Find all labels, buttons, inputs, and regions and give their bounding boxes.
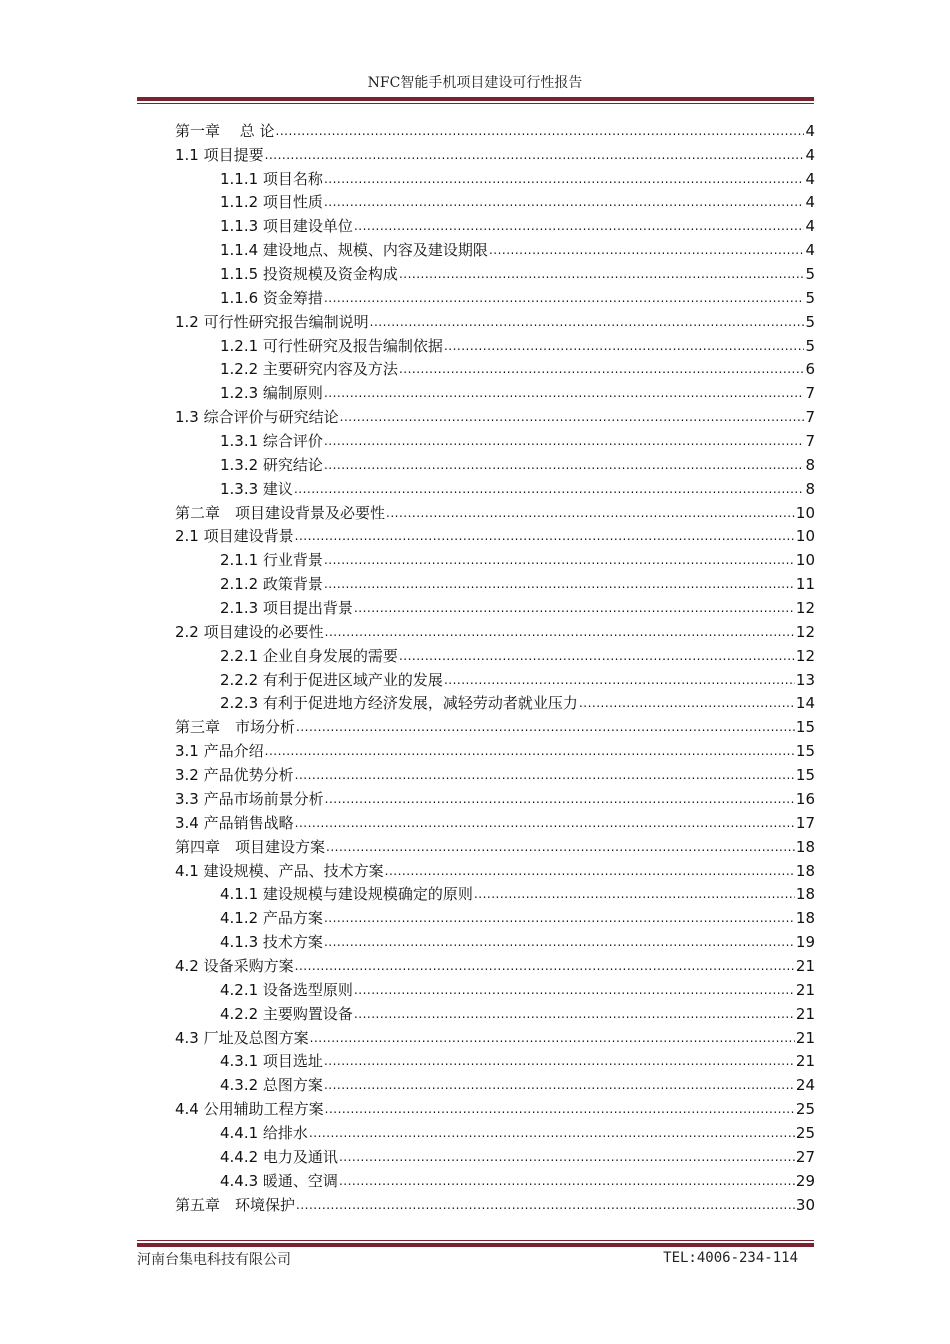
toc-entry-label: 4.2 设备采购方案	[175, 956, 294, 975]
toc-entry-page: 21	[795, 1052, 815, 1071]
toc-entry-label: 3.3 产品市场前景分析	[175, 789, 324, 808]
toc-entry-page: 12	[795, 622, 815, 641]
header-rule-thin	[137, 103, 814, 104]
toc-entry-label: 4.4.1 给排水	[220, 1123, 308, 1142]
toc-entry[interactable]	[175, 690, 815, 714]
toc-leader-dots	[324, 908, 795, 928]
toc-entry-label: 4.4.3 暖通、空调	[220, 1171, 338, 1190]
toc-leader-dots	[295, 813, 795, 833]
toc-entry[interactable]	[175, 761, 815, 785]
toc-leader-dots	[354, 216, 805, 236]
toc-entry[interactable]	[175, 379, 815, 403]
toc-entry-page: 8	[805, 479, 815, 498]
toc-entry[interactable]	[175, 260, 815, 284]
toc-leader-dots	[309, 1123, 795, 1143]
toc-entry-label: 3.2 产品优势分析	[175, 766, 294, 785]
toc-entry[interactable]	[175, 546, 815, 570]
page-header-title: NFC智能手机项目建设可行性报告	[367, 75, 583, 91]
toc-entry-page: 19	[795, 933, 815, 952]
toc-leader-dots	[295, 526, 795, 546]
toc-entry-page: 10	[795, 551, 815, 570]
toc-leader-dots	[324, 1051, 795, 1071]
toc-entry-label: 1.1.1 项目名称	[220, 169, 323, 188]
toc-entry-page: 11	[795, 575, 815, 594]
toc-entry-label: 1.3.1 综合评价	[220, 432, 323, 451]
toc-entry-label: 1.2.2 主要研究内容及方法	[220, 360, 398, 379]
toc-entry-label: 4.3.1 项目选址	[220, 1052, 323, 1071]
toc-entry[interactable]	[175, 928, 815, 952]
toc-entry[interactable]	[175, 1071, 815, 1095]
toc-leader-dots	[370, 312, 805, 332]
toc-leader-dots	[579, 693, 795, 713]
toc-entry[interactable]	[175, 117, 815, 141]
toc-entry-label: 2.1.2 政策背景	[220, 575, 323, 594]
toc-entry[interactable]	[175, 451, 815, 475]
toc-leader-dots	[310, 1028, 795, 1048]
toc-entry-page: 21	[795, 1028, 815, 1047]
toc-entry[interactable]	[175, 356, 815, 380]
toc-leader-dots	[294, 479, 805, 499]
toc-entry[interactable]	[175, 1119, 815, 1143]
toc-entry-page: 21	[795, 1004, 815, 1023]
toc-entry[interactable]	[175, 809, 815, 833]
toc-leader-dots	[324, 192, 805, 212]
toc-leader-dots	[324, 1075, 795, 1095]
toc-entry-page: 7	[805, 432, 815, 451]
toc-leader-dots	[325, 622, 795, 642]
toc-entry-page: 18	[795, 861, 815, 880]
toc-entry-page: 5	[805, 336, 815, 355]
header-rule-thick	[137, 97, 814, 101]
toc-entry[interactable]	[175, 523, 815, 547]
toc-entry-page: 5	[805, 288, 815, 307]
toc-entry[interactable]	[175, 570, 815, 594]
toc-leader-dots	[276, 121, 805, 141]
toc-entry[interactable]	[175, 212, 815, 236]
toc-entry-label: 1.1.5 投资规模及资金构成	[220, 265, 398, 284]
toc-entry-label: 第四章 项目建设方案	[175, 837, 326, 856]
toc-entry-page: 14	[795, 694, 815, 713]
toc-leader-dots	[399, 359, 805, 379]
toc-leader-dots	[324, 288, 805, 308]
toc-entry-label: 4.1.3 技术方案	[220, 933, 323, 952]
toc-entry[interactable]	[175, 833, 815, 857]
toc-entry-label: 4.2.2 主要购置设备	[220, 1004, 353, 1023]
toc-leader-dots	[386, 503, 795, 523]
toc-entry-label: 1.3.2 研究结论	[220, 455, 323, 474]
toc-entry-label: 第五章 环境保护	[175, 1195, 296, 1214]
toc-entry-label: 1.2 可行性研究报告编制说明	[175, 312, 369, 331]
toc-entry-label: 第二章 项目建设背景及必要性	[175, 503, 386, 522]
toc-entry-page: 15	[795, 766, 815, 785]
toc-leader-dots	[489, 240, 805, 260]
toc-entry-label: 4.1.1 建设规模与建设规模确定的原则	[220, 885, 473, 904]
toc-entry[interactable]	[175, 1048, 815, 1072]
toc-entry-label: 第一章 总 论	[175, 121, 275, 140]
footer-rule-thin	[137, 1240, 814, 1241]
toc-entry[interactable]	[175, 1191, 815, 1215]
toc-leader-dots	[354, 980, 795, 1000]
toc-entry[interactable]	[175, 189, 815, 213]
toc-entry-label: 3.1 产品介绍	[175, 742, 264, 761]
toc-entry-page: 21	[795, 956, 815, 975]
toc-entry[interactable]	[175, 737, 815, 761]
toc-leader-dots	[324, 574, 795, 594]
toc-leader-dots	[339, 1147, 795, 1167]
toc-entry-label: 4.1 建设规模、产品、技术方案	[175, 861, 384, 880]
toc-leader-dots	[325, 1099, 795, 1119]
toc-leader-dots	[295, 956, 795, 976]
toc-leader-dots	[339, 1171, 795, 1191]
toc-leader-dots	[326, 837, 795, 857]
toc-entry[interactable]	[175, 666, 815, 690]
toc-entry-page: 15	[795, 718, 815, 737]
toc-leader-dots	[444, 670, 795, 690]
toc-entry[interactable]	[175, 904, 815, 928]
toc-entry-label: 2.2 项目建设的必要性	[175, 622, 324, 641]
toc-entry-page: 25	[795, 1123, 815, 1142]
toc-entry[interactable]	[175, 713, 815, 737]
toc-entry-label: 1.2.1 可行性研究及报告编制依据	[220, 336, 443, 355]
toc-entry-label: 2.1.1 行业背景	[220, 551, 323, 570]
toc-entry-page: 30	[795, 1195, 815, 1214]
toc-entry-page: 4	[805, 241, 815, 260]
toc-entry-page: 4	[805, 121, 815, 140]
toc-entry-page: 6	[805, 360, 815, 379]
toc-entry-page: 4	[805, 217, 815, 236]
toc-entry[interactable]	[175, 1095, 815, 1119]
toc-leader-dots	[354, 598, 795, 618]
toc-entry[interactable]	[175, 881, 815, 905]
toc-entry-label: 1.1.4 建设地点、规模、内容及建设期限	[220, 241, 488, 260]
toc-entry-page: 25	[795, 1100, 815, 1119]
toc-entry-label: 1.1.2 项目性质	[220, 193, 323, 212]
toc-entry[interactable]	[175, 1000, 815, 1024]
toc-entry[interactable]	[175, 403, 815, 427]
table-of-contents	[175, 117, 815, 1215]
toc-entry-page: 13	[795, 670, 815, 689]
toc-entry[interactable]	[175, 976, 815, 1000]
toc-entry-label: 1.1.6 资金筹措	[220, 288, 323, 307]
toc-entry-page: 18	[795, 909, 815, 928]
toc-entry-label: 4.4 公用辅助工程方案	[175, 1100, 324, 1119]
toc-leader-dots	[295, 765, 795, 785]
toc-entry-label: 1.2.3 编制原则	[220, 384, 323, 403]
toc-entry-page: 5	[805, 312, 815, 331]
toc-leader-dots	[399, 264, 805, 284]
toc-entry-label: 4.3.2 总图方案	[220, 1076, 323, 1095]
toc-entry-page: 27	[795, 1147, 815, 1166]
toc-entry[interactable]	[175, 952, 815, 976]
toc-leader-dots	[324, 550, 795, 570]
toc-entry[interactable]	[175, 1167, 815, 1191]
toc-entry-page: 4	[805, 193, 815, 212]
footer-company: 河南台集电科技有限公司	[137, 1252, 291, 1268]
toc-entry-page: 15	[795, 742, 815, 761]
toc-entry[interactable]	[175, 165, 815, 189]
toc-entry-page: 12	[795, 599, 815, 618]
toc-entry-page: 5	[805, 265, 815, 284]
toc-entry[interactable]	[175, 236, 815, 260]
toc-entry-label: 2.2.1 企业自身发展的需要	[220, 646, 398, 665]
toc-entry[interactable]	[175, 475, 815, 499]
toc-entry[interactable]	[175, 1143, 815, 1167]
toc-leader-dots	[296, 717, 795, 737]
toc-entry-page: 18	[795, 837, 815, 856]
toc-entry[interactable]	[175, 594, 815, 618]
toc-entry-page: 4	[805, 169, 815, 188]
toc-entry-label: 4.4.2 电力及通讯	[220, 1147, 338, 1166]
toc-entry-page: 18	[795, 885, 815, 904]
toc-entry[interactable]	[175, 332, 815, 356]
toc-entry-label: 2.1 项目建设背景	[175, 527, 294, 546]
toc-entry-label: 第三章 市场分析	[175, 718, 296, 737]
toc-leader-dots	[324, 455, 805, 475]
toc-entry-page: 12	[795, 646, 815, 665]
toc-leader-dots	[324, 169, 805, 189]
toc-entry-page: 24	[795, 1076, 815, 1095]
toc-entry-page: 17	[795, 813, 815, 832]
toc-entry[interactable]	[175, 618, 815, 642]
toc-entry[interactable]	[175, 785, 815, 809]
toc-entry[interactable]	[175, 308, 815, 332]
toc-entry-label: 1.1.3 项目建设单位	[220, 217, 353, 236]
toc-entry-page: 7	[805, 408, 815, 427]
toc-entry[interactable]	[175, 642, 815, 666]
toc-entry-label: 1.3.3 建议	[220, 479, 293, 498]
toc-leader-dots	[385, 861, 795, 881]
toc-leader-dots	[324, 431, 805, 451]
toc-leader-dots	[324, 383, 805, 403]
toc-entry-page: 16	[795, 789, 815, 808]
toc-entry[interactable]	[175, 427, 815, 451]
toc-entry[interactable]	[175, 857, 815, 881]
toc-leader-dots	[324, 932, 795, 952]
toc-entry-label: 1.1 项目提要	[175, 145, 264, 164]
toc-entry[interactable]	[175, 499, 815, 523]
toc-entry[interactable]	[175, 1024, 815, 1048]
toc-leader-dots	[340, 407, 805, 427]
toc-leader-dots	[325, 789, 795, 809]
toc-entry-label: 2.2.2 有利于促进区域产业的发展	[220, 670, 443, 689]
toc-entry-page: 8	[805, 455, 815, 474]
toc-entry-page: 21	[795, 980, 815, 999]
toc-entry-label: 4.1.2 产品方案	[220, 909, 323, 928]
toc-leader-dots	[474, 884, 795, 904]
toc-entry[interactable]	[175, 284, 815, 308]
toc-entry-page: 10	[795, 527, 815, 546]
toc-leader-dots	[354, 1004, 795, 1024]
footer-rule-thick	[137, 1243, 814, 1247]
toc-entry-label: 4.3 厂址及总图方案	[175, 1028, 309, 1047]
footer-tel: TEL:4006-234-114	[663, 1250, 798, 1266]
toc-entry-label: 1.3 综合评价与研究结论	[175, 408, 339, 427]
toc-entry[interactable]	[175, 141, 815, 165]
toc-entry-label: 3.4 产品销售战略	[175, 813, 294, 832]
toc-entry-label: 2.2.3 有利于促进地方经济发展，减轻劳动者就业压力	[220, 694, 578, 713]
toc-leader-dots	[265, 741, 795, 761]
toc-entry-page: 10	[795, 503, 815, 522]
toc-entry-label: 4.2.1 设备选型原则	[220, 980, 353, 999]
toc-leader-dots	[444, 336, 805, 356]
toc-entry-label: 2.1.3 项目提出背景	[220, 599, 353, 618]
toc-entry-page: 7	[805, 384, 815, 403]
toc-leader-dots	[265, 145, 805, 165]
toc-entry-page: 4	[805, 145, 815, 164]
toc-entry-page: 29	[795, 1171, 815, 1190]
toc-leader-dots	[399, 646, 795, 666]
toc-leader-dots	[296, 1195, 795, 1215]
